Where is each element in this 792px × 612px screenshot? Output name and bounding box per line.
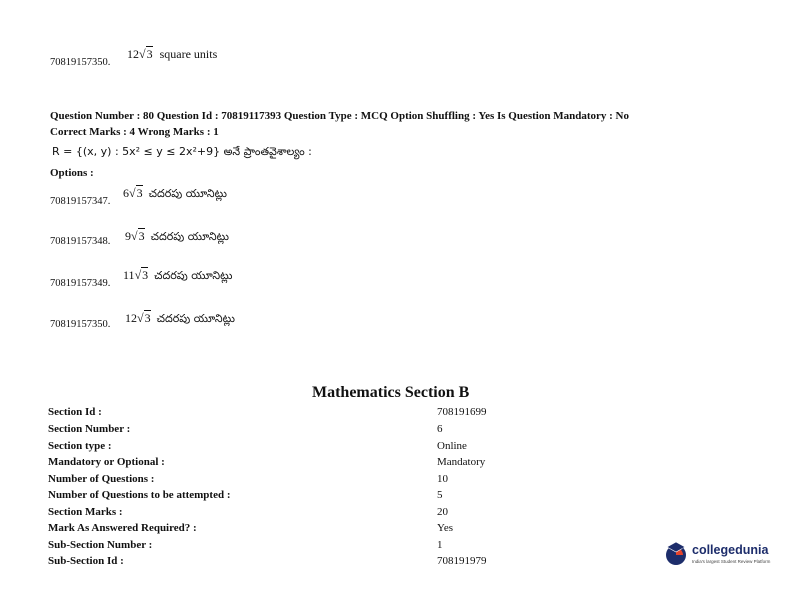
option-coef: 11 [123, 268, 135, 282]
section-title: Mathematics Section B [312, 384, 470, 401]
section-row-label: Mandatory or Optional : [48, 456, 165, 468]
collegedunia-logo [664, 540, 774, 572]
prev-option-text: square units [159, 47, 218, 61]
option-value: 9√3 చదరపు యూనిట్లు [125, 229, 229, 243]
section-row-value: Yes [437, 522, 454, 534]
question-header: Question Number : 80 Question Id : 70819117393 Question Type : MCQ Option Shuffling : Yes Is Question Mandatory : No [50, 110, 629, 122]
option-radicand: 3 [142, 268, 149, 282]
section-row-label: Sub-Section Id : [48, 555, 124, 567]
option-radicand: 3 [144, 311, 151, 325]
logo-wordmark: collegedunia [692, 543, 769, 557]
section-row-value: Mandatory [437, 456, 486, 468]
section-row-value: Online [437, 440, 467, 452]
section-row-label: Number of Questions : [48, 473, 155, 485]
section-row-value: 6 [437, 423, 443, 435]
prev-option-radicand: 3 [146, 47, 153, 61]
prev-option-id: 70819157350. [50, 57, 111, 68]
graduate-cap-icon [664, 540, 688, 568]
option-id: 70819157349. [50, 278, 111, 289]
section-row-label: Section Number : [48, 423, 131, 435]
section-row-value: 708191699 [437, 406, 487, 418]
option-value: 11√3 చదరపు యూనిట్లు [123, 268, 233, 282]
options-label: Options : [50, 167, 94, 179]
option-coef: 12 [125, 311, 137, 325]
section-row-value: 20 [437, 506, 448, 518]
section-row-label: Section Marks : [48, 506, 123, 518]
question-statement: R = {(x, y) : 5x² ≤ y ≤ 2x²+9} అనే ప్రాంతవైశాల్యం : [52, 145, 312, 158]
section-row-label: Sub-Section Number : [48, 539, 153, 551]
section-row-value: 5 [437, 489, 443, 501]
option-unit: చదరపు యూనిట్లు [154, 269, 233, 282]
section-row-label: Mark As Answered Required? : [48, 522, 197, 534]
section-row-label: Number of Questions to be attempted : [48, 489, 231, 501]
section-row-label: Section Id : [48, 406, 102, 418]
option-radicand: 3 [136, 186, 143, 200]
option-unit: చదరపు యూనిట్లు [156, 312, 235, 325]
option-id: 70819157347. [50, 196, 111, 207]
section-row-value: 708191979 [437, 555, 487, 567]
option-coef: 9 [125, 229, 131, 243]
option-unit: చదరపు యూనిట్లు [150, 230, 229, 243]
section-row-value: 1 [437, 539, 443, 551]
option-value: 6√3 చదరపు యూనిట్లు [123, 186, 227, 200]
option-unit: చదరపు యూనిట్లు [148, 187, 227, 200]
option-id: 70819157348. [50, 236, 111, 247]
option-coef: 6 [123, 186, 129, 200]
prev-option-value: 12√3 square units [127, 47, 218, 61]
option-radicand: 3 [138, 229, 145, 243]
question-marks: Correct Marks : 4 Wrong Marks : 1 [50, 126, 219, 138]
option-id: 70819157350. [50, 319, 111, 330]
section-row-value: 10 [437, 473, 448, 485]
logo-tagline: India's largest Student Review Platform [692, 559, 771, 564]
section-row-label: Section type : [48, 440, 112, 452]
option-value: 12√3 చదరపు యూనిట్లు [125, 311, 235, 325]
prev-option-coef: 12 [127, 47, 139, 61]
